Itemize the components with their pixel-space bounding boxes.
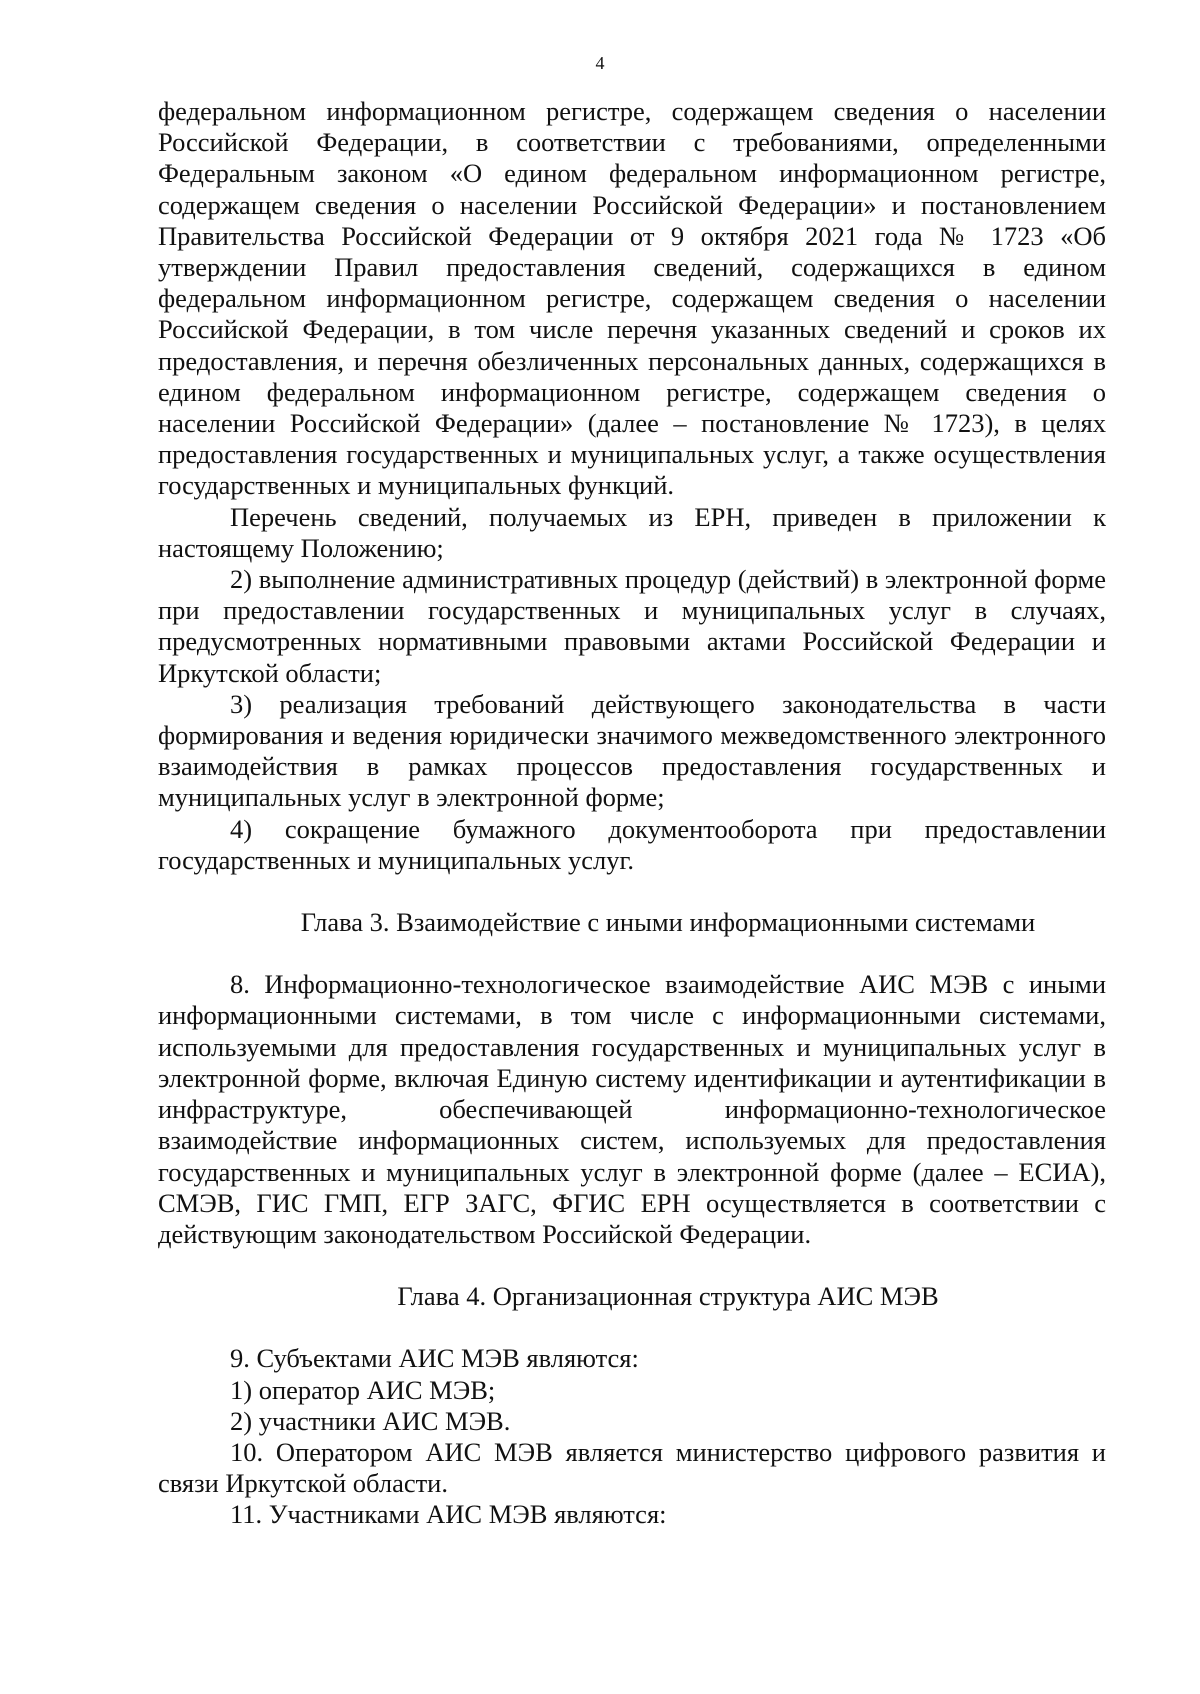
chapter-4-heading: Глава 4. Организационная структура АИС МЭВ — [397, 1281, 939, 1312]
clause-10: 10. Оператором АИС МЭВ является министерство цифрового развития и связи Иркутской области. — [158, 1436, 1106, 1499]
clause-11: 11. Участниками АИС МЭВ являются: — [230, 1499, 667, 1530]
list-item-2: 2) выполнение административных процедур (действий) в электронной форме при предоставлении государственных и муниципальных услуг в случаях, предусмотренных нормативными правовыми актами Российской Федерации и Иркутской области; — [158, 564, 1106, 688]
chapter-3-heading: Глава 3. Взаимодействие с иными информационными системами — [300, 907, 1036, 938]
page-number: 4 — [595, 53, 605, 73]
list-item-3: 3) реализация требований действующего законодательства в части формирования и ведения юридически значимого межведомственного электронного взаимодействия в рамках процессов предоставления государственных и муниципальных услуг в электронной форме; — [158, 688, 1106, 813]
paragraph-ern-list-note: Перечень сведений, получаемых из ЕРН, приведен в приложении к настоящему Положению; — [158, 501, 1106, 563]
clause-8: 8. Информационно-технологическое взаимодействие АИС МЭВ с иными информационными системами, в том числе с информационными системами, используемыми для предоставления государственных и муниципальных услуг в электронной форме, включая Единую систему идентификации и аутентификации в инфраструктуре, обеспечивающей информационно-технологическое взаимодействие информационных систем, используемых для предоставления государственных и муниципальных услуг в электронной форме (далее – ЕСИА), СМЭВ, ГИС ГМП, ЕГР ЗАГС, ФГИС ЕРН осуществляется в соответствии с действующим законодательством Российской Федерации. — [158, 969, 1106, 1249]
document-body — [158, 96, 1106, 1531]
paragraph-continuation: федеральном информационном регистре, содержащем сведения о населении Российской Федерации, в соответствии с требованиями, определенными Федеральным законом «О едином федеральном информационном регистре, содержащем сведения о населении Российской Федерации» и постановлением Правительства Российской Федерации от 9 октября 2021 года № 1723 «Об утверждении Правил предоставления сведений, содержащихся в едином федеральном информационном регистре, содержащем сведения о населении Российской Федерации, в том числе перечня указанных сведений и сроков их предоставления, и перечня обезличенных персональных данных, содержащихся в едином федеральном информационном регистре, содержащем сведения о населении Российской Федерации» (далее – постановление № 1723), в целях предоставления государственных и муниципальных услуг, а также осуществления государственных и муниципальных функций. — [158, 96, 1106, 501]
clause-9-item-1: 1) оператор АИС МЭВ; — [230, 1374, 496, 1405]
list-item-4: 4) сокращение бумажного документооборота при предоставлении государственных и муниципальных услуг. — [158, 813, 1106, 875]
clause-9-item-2: 2) участники АИС МЭВ. — [230, 1405, 511, 1436]
clause-9: 9. Субъектами АИС МЭВ являются: — [230, 1343, 639, 1374]
